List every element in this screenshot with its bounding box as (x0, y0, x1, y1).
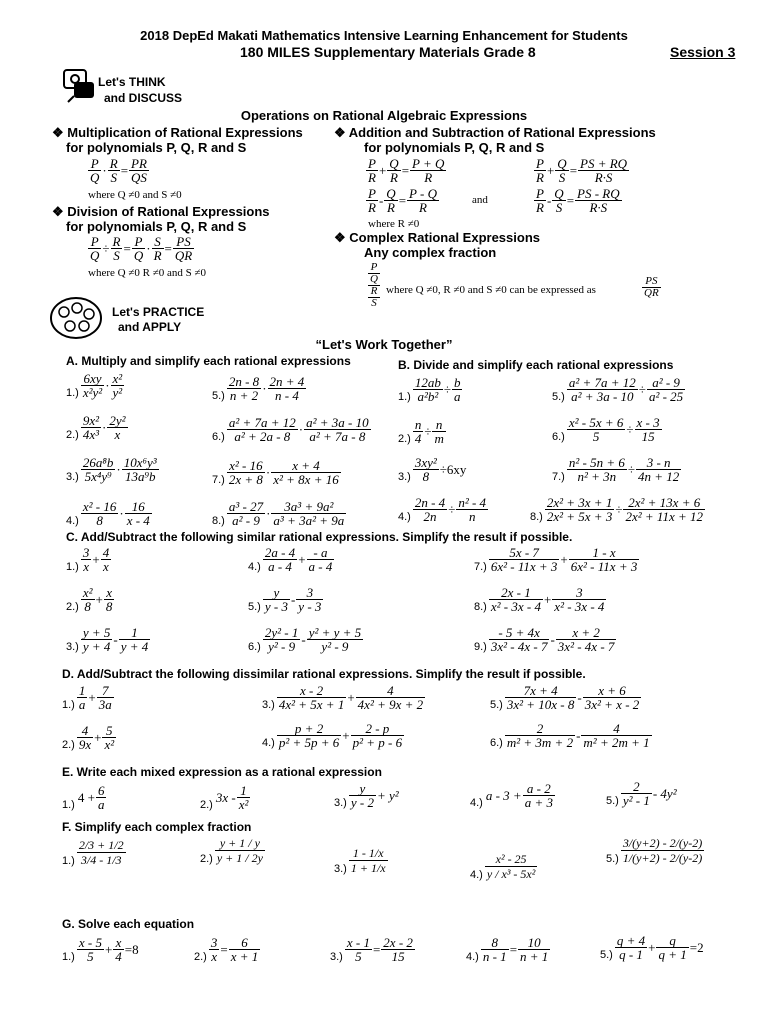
mult-where: where Q ≠0 and S ≠0 (88, 189, 182, 201)
mult-title: ❖ Multiplication of Rational Expressions (52, 125, 303, 140)
c1: 1.) $\frac{3}{x}$ + $\frac{4}{x}$ (66, 545, 110, 574)
div-formula: $\frac{P}{Q}$ ÷ $\frac{R}{S}$ = $\frac{P}{Q}$ · $\frac{S}{R}$ = $\frac{PS}{QR}$ (90, 234, 193, 263)
e4: 4.)a - 3 + $\frac{a - 2}{a + 3}$ (470, 781, 553, 810)
work-together: “Let's Work Together” (315, 337, 453, 352)
add-formula-2: $\frac{P}{R}$ + $\frac{Q}{S}$ = $\frac{PS + RQ}{R\cdot S}$ (536, 156, 628, 185)
f3: 3.) $\frac{1 - 1/x}{1 + 1/x}$ (334, 846, 386, 875)
b6: 6.) $\frac{\text{x² - 5x + 6}}{5}$ ÷ $\frac{x - 3}{15}$ (552, 415, 660, 444)
svg-text:and DISCUSS: and DISCUSS (104, 91, 183, 105)
d4: 4.) $\frac{p + 2}{\text{p² + 5p + 6}}$ + $\frac{2 - p}{\text{p² + p - 6}}$ (262, 721, 403, 750)
complex-formula: P Q R S (370, 261, 378, 309)
f1: 1.) $\frac{2/3 + 1/2}{3/4 - 1/3}$ (62, 838, 124, 867)
div-where: where Q ≠0 R ≠0 and S ≠0 (88, 267, 207, 279)
add-title: ❖ Addition and Subtraction of Rational Expressions (334, 125, 656, 140)
e2: 2.)3x - $\frac{1}{\text{x²}}$ (200, 783, 249, 812)
d6: 6.) $\frac{2}{\text{m² + 3m + 2}}$ - $\frac{4}{\text{m² + 2m + 1}}$ (490, 721, 650, 750)
complex-sub: Any complex fraction (364, 245, 497, 260)
complex-where: where Q ≠0, R ≠0 and S ≠0 can be expressed as (386, 284, 596, 296)
c2: 2.) $\frac{\text{x²}}{8}$ + $\frac{x}{8}$ (66, 585, 113, 614)
section-title: Operations on Rational Algebraic Expressions (240, 108, 528, 123)
mult-formula: $\frac{P}{Q}$ · $\frac{R}{S}$ = $\frac{PR}{QS}$ (90, 156, 147, 185)
a5: 5.) $\frac{2n - 8}{n + 2}$ · $\frac{2n + 4}{n - 4}$ (212, 374, 305, 403)
section-g-title: G. Solve each equation (62, 917, 195, 931)
g2: 2.) $\frac{3}{x}$ = $\frac{6}{x + 1}$ (194, 935, 259, 964)
g1: 1.) $\frac{x - 5}{5}$ + $\frac{x}{4}$ =8 (62, 935, 139, 964)
add-and: and (472, 194, 488, 206)
c9: 9.) $\frac{- 5 + 4x}{\text{3x² - 4x - 7}}$ - $\frac{x + 2}{\text{3x² - 4x - 7}}$ (474, 625, 615, 654)
a4: 4.) $\frac{\text{x² - 16}}{8}$ · $\frac{16}{x - 4}$ (66, 499, 150, 528)
section-c-title: C. Add/Subtract the following similar rational expressions. Simplify the result if possible. (66, 530, 573, 544)
b2: 2.) $\frac{n}{4}$ ÷ $\frac{n}{m}$ (398, 417, 444, 446)
c8: 8.) $\frac{2x - 1}{\text{x² - 3x - 4}}$ + $\frac{3}{\text{x² - 3x - 4}}$ (474, 585, 605, 614)
a8: 8.) $\frac{\text{a³ - 27}}{\text{a² - 9}}$ · $\frac{\text{3a³ + 9a²}}{\text{a³ + 3a² + 9a}}$ (212, 499, 345, 528)
d5: 5.) $\frac{7x + 4}{\text{3x² + 10x - 8}}$ - $\frac{x + 6}{\text{3x² + x - 2}}$ (490, 683, 640, 712)
d1: 1.) $\frac{1}{a}$ + $\frac{7}{3a}$ (62, 683, 112, 712)
add-sub: for polynomials P, Q, R and S (364, 140, 545, 155)
b1: 1.) $\frac{12ab}{\text{a²b²}}$ ÷ $\frac{b}{a}$ (398, 375, 461, 404)
section-f-title: F. Simplify each complex fraction (62, 820, 252, 834)
add-formula-1: $\frac{P}{R}$ + $\frac{Q}{R}$ = $\frac{P + Q}{R}$ (368, 156, 445, 185)
b8: 8.) $\frac{\text{2x² + 3x + 1}}{\text{2x² + 5x + 3}}$ ÷ $\frac{\text{2x² + 13x + 6}}{\text{2x² + 11x + 12}}$ (530, 495, 703, 524)
svg-text:Let's THINK: Let's THINK (98, 75, 166, 89)
c4: 4.) $\frac{2a - 4}{a - 4}$ + $\frac{- a}{a - 4}$ (248, 545, 333, 574)
section-a-title: A. Multiply and simplify each rational expressions (66, 354, 351, 368)
section-d-title: D. Add/Subtract the following dissimilar rational expressions. Simplify the result if possible. (62, 667, 586, 681)
b7: 7.) $\frac{\text{n² - 5n + 6}}{\text{n² + 3n}}$ ÷ $\frac{3 - n}{4n + 12}$ (552, 455, 680, 484)
svg-text:Let's PRACTICE: Let's PRACTICE (112, 305, 205, 319)
div-title: ❖ Division of Rational Expressions (52, 204, 270, 219)
g5: 5.) $\frac{q + 4}{q - 1}$ + $\frac{q}{q + 1}$ =2 (600, 933, 704, 962)
header-line2: 180 MILES Supplementary Materials Grade 8 (240, 44, 536, 60)
a1: 1.) $\frac{6xy}{\text{x²y²}}$ · $\frac{\text{x²}}{\text{y²}}$ (66, 371, 123, 400)
section-b-title: B. Divide and simplify each rational expressions (398, 358, 674, 372)
d2: 2.) $\frac{4}{9x}$ + $\frac{5}{\text{x²}}$ (62, 723, 115, 752)
a6: 6.) $\frac{\text{a² + 7a + 12}}{\text{a² + 2a - 8}}$ · $\frac{\text{a² + 3a - 10}}{\text{a² + 7a - 8}}$ (212, 415, 369, 444)
complex-result: $\frac{PS}{QR}$ (644, 275, 659, 299)
session-label: Session 3 (670, 44, 736, 60)
c5: 5.) $\frac{y}{y - 3}$ - $\frac{3}{y - 3}$ (248, 585, 322, 614)
e1: 1.)4 + $\frac{6}{a}$ (62, 783, 105, 812)
mult-sub: for polynomials P, Q, R and S (66, 140, 247, 155)
c3: 3.) $\frac{y + 5}{y + 4}$ - $\frac{1}{y + 4}$ (66, 625, 149, 654)
c6: 6.) $\frac{\text{2y² - 1}}{\text{y² - 9}}$ - $\frac{\text{y² + y + 5}}{\text{y² - 9}}$ (248, 625, 362, 654)
a2: 2.) $\frac{\text{9x²}}{\text{4x³}}$ · $\frac{\text{2y²}}{x}$ (66, 413, 126, 442)
f2: 2.) $\frac{y + 1 / y}{y + 1 / 2y}$ (200, 836, 263, 865)
e5: 5.) $\frac{2}{\text{y² - 1}}$ - 4y² (606, 779, 677, 808)
svg-text:and APPLY: and APPLY (118, 320, 182, 334)
a7: 7.) $\frac{\text{x² - 16}}{2x + 8}$ · $\frac{x + 4}{\text{x² + 8x + 16}}$ (212, 458, 339, 487)
header-line1: 2018 DepEd Makati Mathematics Intensive Learning Enhancement for Students (140, 28, 628, 43)
think-discuss-icon (60, 64, 200, 110)
g4: 4.) $\frac{8}{n - 1}$ = $\frac{10}{n + 1}$ (466, 935, 549, 964)
section-e-title: E. Write each mixed expression as a rational expression (62, 765, 382, 779)
b4: 4.) $\frac{2n - 4}{2n}$ ÷ $\frac{\text{n² - 4}}{n}$ (398, 495, 487, 524)
sub-formula-1: $\frac{P}{R}$ - $\frac{Q}{R}$ = $\frac{P - Q}{R}$ (368, 186, 437, 215)
b5: 5.) $\frac{\text{a² + 7a + 12}}{\text{a² + 3a - 10}}$ ÷ $\frac{\text{a² - 9}}{\text{a² - 25}}$ (552, 375, 684, 404)
sub-formula-2: $\frac{P}{R}$ - $\frac{Q}{S}$ = $\frac{PS - RQ}{R\cdot S}$ (536, 186, 620, 215)
b3: 3.) $\frac{\text{3xy²}}{8}$ ÷6xy (398, 455, 467, 484)
f5: 5.) $\frac{3/(y+2) - 2/(y-2)}{1/(y+2) - 2/(y-2)}$ (606, 836, 703, 865)
add-where: where R ≠0 (368, 218, 420, 230)
a3: 3.) $\frac{\text{26a⁸b}}{\text{5x⁴y⁹}}$ · $\frac{\text{10x⁶y³}}{\text{13a⁹b}}$ (66, 455, 157, 484)
g3: 3.) $\frac{x - 1}{5}$ = $\frac{2x - 2}{15}$ (330, 935, 413, 964)
div-sub: for polynomials P, Q, R and S (66, 219, 247, 234)
d3: 3.) $\frac{x - 2}{\text{4x² + 5x + 1}}$ + $\frac{4}{\text{4x² + 9x + 2}}$ (262, 683, 424, 712)
f4: 4.) $\frac{\text{x² - 25}}{\text{y / x³ - 5x²}}$ (470, 852, 536, 881)
faces-icon (50, 296, 230, 340)
e3: 3.) $\frac{y}{y - 2}$ + y² (334, 781, 399, 810)
complex-title: ❖ Complex Rational Expressions (334, 230, 540, 245)
c7: 7.) $\frac{5x - 7}{\text{6x² - 11x + 3}}$ + $\frac{1 - x}{\text{6x² - 11x + 3}}$ (474, 545, 638, 574)
